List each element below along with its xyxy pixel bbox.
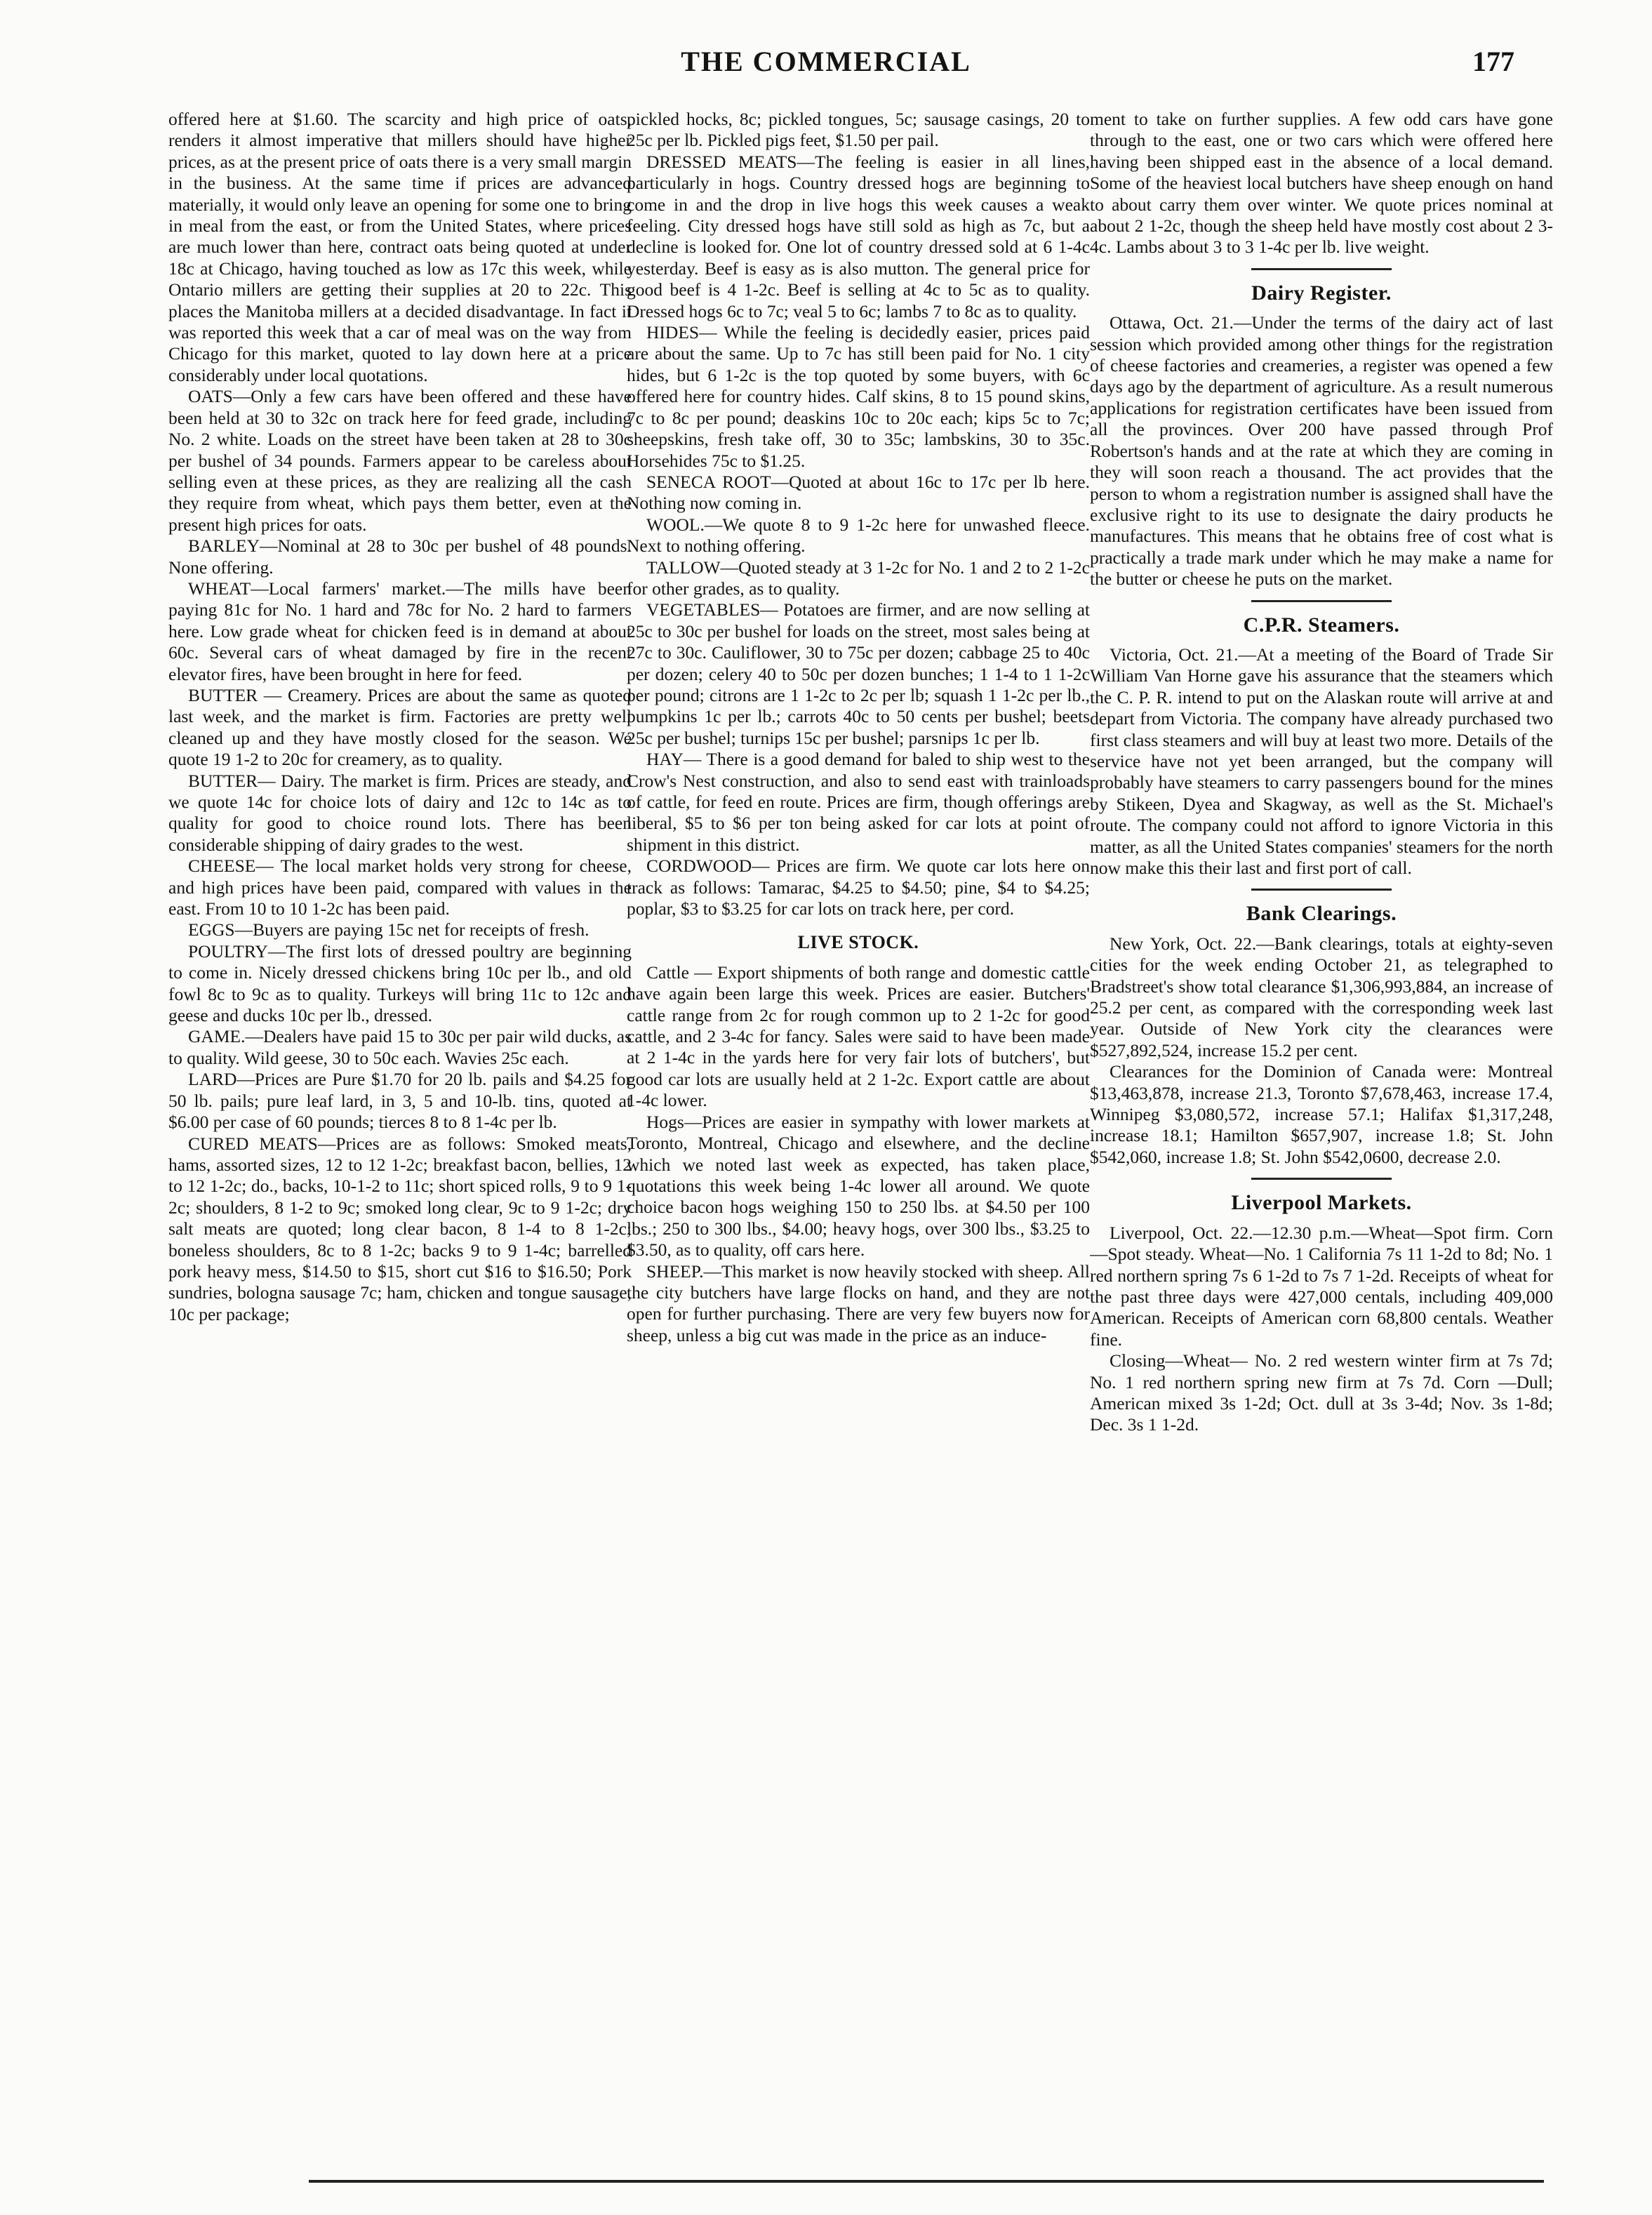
paragraph: VEGETABLES— Potatoes are firmer, and are now selling at 25c to 30c per bushel for loads on the street, most sales being at 27c to 30c. Cauliflower, 30 to 75c per dozen; cabbage 25 to 40c per dozen; celery 40 to 50c per dozen bunches; 1 1-4 to 1 1-2c per pound; citrons are 1 1-2c to 2c per lb; squash 1 1-2c per lb., pumpkins 1c per lb.; carrots 40c to 50 cents per bushel; beets 25c per bushel; turnips 15c per bushel; parsnips 1c per lb. xyxy=(627,599,1090,748)
paragraph: SHEEP.—This market is now heavily stocked with sheep. All the city butchers have large flocks on hand, and they are not open for further purchasing. There are very few buyers now for sheep, unless a big cut was made in the price as an induce- xyxy=(627,1261,1090,1345)
paragraph: Ottawa, Oct. 21.—Under the terms of the dairy act of last session which provided among other things for the registration of cheese factories and creameries, a register was opened a few days ago by the department of agriculture. As a result numerous applications for registration certificates have been issued from all the provinces. Over 200 have passed through Prof Robertson's hands and at the rate at which they are coming in they will soon reach a thousand. The act provides that the person to whom a registration number is assigned shall have the exclusive right to its use to designate the dairy products he manufactures. This means that he obtains free of cost what is practically a trade mark under which he may make a name for the butter or cheese he puts on the market. xyxy=(1090,312,1553,590)
paragraph: CURED MEATS—Prices are as follows: Smoked meats, hams, assorted sizes, 12 to 12 1-2c; breakfast bacon, bellies, 12 to 12 1-2c; do., backs, 10-1-2 to 11c; short spiced rolls, 9 to 9 1-2c; shoulders, 8 1-2 to 9c; smoked long clear, 9c to 9 1-2c; dry salt meats are quoted; long clear bacon, 8 1-4 to 8 1-2c; boneless shoulders, 8c to 8 1-2c; backs 9 to 9 1-4c; barrelled pork heavy mess, $14.50 to $15, short cut $16 to $16.50; Pork sundries, bologna sausage 7c; ham, chicken and tongue sausage, 10c per package; xyxy=(168,1133,632,1324)
column-1 xyxy=(168,109,632,2123)
paragraph: TALLOW—Quoted steady at 3 1-2c for No. 1 and 2 to 2 1-2c for other grades, as to quality. xyxy=(627,557,1090,599)
paragraph: HAY— There is a good demand for baled to ship west to the Crow's Nest construction, and also to send east with trainloads of cattle, for feed en route. Prices are firm, though offerings are liberal, $5 to $6 per ton being asked for car lots at point of shipment in this district. xyxy=(627,749,1090,855)
paragraph: Closing—Wheat— No. 2 red western winter firm at 7s 7d; No. 1 red northern spring new firm at 7s 7d. Corn —Dull; American mixed 3s 1-2d; Oct. dull at 3s 3-4d; Nov. 3s 1-8d; Dec. 3s 1 1-2d. xyxy=(1090,1350,1553,1435)
section-heading-dairy-register: Dairy Register. xyxy=(1251,281,1392,305)
column-3 xyxy=(1090,109,1553,2123)
paragraph: Cattle — Export shipments of both range and domestic cattle have again been large this week. Prices are easier. Butchers' cattle range from 2c for rough common up to 2 1-2c for good cattle, and 2 3-4c for fancy. Sales were said to have been made at 2 1-4c in the yards here for very fair lots of butchers', but good car lots are usually held at 2 1-2c. Export cattle are about 1-4c lower. xyxy=(627,962,1090,1111)
paragraph: CHEESE— The local market holds very strong for cheese, and high prices have been paid, compared with values in the east. From 10 to 10 1-2c has been paid. xyxy=(168,856,632,919)
paragraph: Liverpool, Oct. 22.—12.30 p.m.—Wheat—Spot firm. Corn—Spot steady. Wheat—No. 1 California 7s 11 1-2d to 8d; No. 1 red northern spring 7s 6 1-2d to 7s 7 1-2d. Receipts of wheat for the past three days were 427,000 centals, including 409,000 American. Receipts of American corn 68,800 centals. Weather fine. xyxy=(1090,1222,1553,1350)
paragraph: pickled hocks, 8c; pickled tongues, 5c; sausage casings, 20 to 25c per lb. Pickled pigs feet, $1.50 per pail. xyxy=(627,109,1090,151)
divider xyxy=(1251,889,1392,891)
paragraph: WOOL.—We quote 8 to 9 1-2c here for unwashed fleece. Next to nothing offering. xyxy=(627,514,1090,557)
paragraph: CORDWOOD— Prices are firm. We quote car lots here on track as follows: Tamarac, $4.25 to $4.50; pine, $4 to $4.25; poplar, $3 to $3.25 for car lots on track here, per cord. xyxy=(627,856,1090,919)
page-number: 177 xyxy=(1472,46,1514,77)
section-heading-cpr-steamers: C.P.R. Steamers. xyxy=(1243,613,1400,637)
masthead: THE COMMERCIAL xyxy=(681,46,971,77)
section-heading-live-stock: LIVE STOCK. xyxy=(797,932,919,953)
paragraph: GAME.—Dealers have paid 15 to 30c per pair wild ducks, as to quality. Wild geese, 30 to 50c each. Wavies 25c each. xyxy=(168,1026,632,1068)
paragraph: New York, Oct. 22.—Bank clearings, totals at eighty-seven cities for the week ending October 21, as telegraphed to Bradstreet's show total clearance $1,306,993,884, an increase of 25.2 per cent, as compared with the corresponding week last year. Outside of New York city the clearances were $527,892,524, increase 15.2 per cent. xyxy=(1090,933,1553,1060)
paragraph: BARLEY—Nominal at 28 to 30c per bushel of 48 pounds. None offering. xyxy=(168,536,632,578)
paragraph: offered here at $1.60. The scarcity and high price of oats, renders it almost imperative that millers should have higher prices, as at the present price of oats there is a very small margin in the business. At the same time if prices are advanced materially, it would only leave an opening for some one to bring in meal from the east, or from the United States, where prices are much lower than here, contract oats being quoted at under 18c at Chicago, having touched as low as 17c this week, while Ontario millers are getting their supplies at 20 to 22c. This places the Manitoba millers at a decided disadvantage. In fact it was reported this week that a car of meal was on the way from Chicago for this market, quoted to lay down here at a price considerably under local quotations. xyxy=(168,109,632,385)
paragraph: BUTTER— Dairy. The market is firm. Prices are steady, and we quote 14c for choice lots of dairy and 12c to 14c as to quality for good to choice round lots. There has been considerable shipping of dairy grades to the west. xyxy=(168,770,632,855)
paragraph: OATS—Only a few cars have been offered and these have been held at 30 to 32c on track here for feed grade, including No. 2 white. Loads on the street have been taken at 28 to 30c per bushel of 34 pounds. Farmers appear to be careless about selling even at these prices, as they are realizing all the cash they require from wheat, which pays them better, even at the present high prices for oats. xyxy=(168,386,632,535)
divider xyxy=(1251,1178,1392,1180)
page-header xyxy=(0,41,1652,83)
paragraph: ment to take on further supplies. A few odd cars have gone through to the east, one or two cars which were offered here having been shipped east in the absence of a local demand. Some of the heaviest local butchers have sheep enough on hand to about carry them over winter. We quote prices nominal at about 2 1-2c, though the sheep held have mostly cost about 2 3-4c. Lambs about 3 to 3 1-4c per lb. live weight. xyxy=(1090,109,1553,258)
paragraph: SENECA ROOT—Quoted at about 16c to 17c per lb here. Nothing now coming in. xyxy=(627,471,1090,514)
paragraph: Victoria, Oct. 21.—At a meeting of the Board of Trade Sir William Van Horne gave his assurance that the steamers which the C. P. R. intend to put on the Alaskan route will arrive at and depart from Victoria. The company have already purchased two first class steamers and will buy at least two more. Details of the service have not yet been arranged, but the company will probably have steamers to carry passengers bound for the mines by Stikeen, Dyea and Skagway, as well as the St. Michael's route. The company could not afford to ignore Victoria in this matter, as all the United States companies' steamers for the north now make this their last and first port of call. xyxy=(1090,644,1553,878)
section-heading-liverpool-markets: Liverpool Markets. xyxy=(1231,1191,1412,1215)
footer-rule xyxy=(309,2180,1544,2183)
divider xyxy=(1251,268,1392,270)
paragraph: HIDES— While the feeling is decidedly easier, prices paid are about the same. Up to 7c has still been paid for No. 1 city hides, but 6 1-2c is the top quoted by some buyers, with 6c offered here for country hides. Calf skins, 8 to 15 pound skins, 7c to 8c per pound; deaskins 10c to 20c each; kips 5c to 7c; sheepskins, fresh take off, 30 to 35c; lambskins, 30 to 35c. Horsehides 75c to $1.25. xyxy=(627,322,1090,471)
paragraph: POULTRY—The first lots of dressed poultry are beginning to come in. Nicely dressed chickens bring 10c per lb., and old fowl 8c to 9c as to quality. Turkeys will bring 11c to 12c and geese and ducks 10c per lb., dressed. xyxy=(168,940,632,1026)
section-heading-bank-clearings: Bank Clearings. xyxy=(1246,902,1397,926)
paragraph: BUTTER — Creamery. Prices are about the same as quoted last week, and the market is firm. Factories are pretty well cleaned up and they have mostly closed for the season. We quote 19 1-2 to 20c for creamery, as to quality. xyxy=(168,684,632,770)
column-2 xyxy=(627,109,1090,2123)
paragraph: EGGS—Buyers are paying 15c net for receipts of fresh. xyxy=(188,919,589,940)
paragraph: DRESSED MEATS—The feeling is easier in all lines, particularly in hogs. Country dressed hogs are beginning to come in and the drop in live hogs this week causes a weak feeling. City dressed hogs have still sold as high as 7c, but a decline is looked for. One lot of country dressed sold at 6 1-4c yesterday. Beef is easy as is also mutton. The general price for good beef is 4 1-2c. Beef is selling at 4c to 5c as to quality. Dressed hogs 6c to 7c; veal 5 to 6c; lambs 7 to 8c as to quality. xyxy=(627,151,1090,321)
paragraph: WHEAT—Local farmers' market.—The mills have been paying 81c for No. 1 hard and 78c for No. 2 hard to farmers here. Low grade wheat for chicken feed is in demand at about 60c. Several cars of wheat damaged by fire in the recent elevator fires, have been brought in here for feed. xyxy=(168,578,632,684)
paragraph: Clearances for the Dominion of Canada were: Montreal $13,463,878, increase 21.3, Toronto $7,678,463, increase 17.4, Winnipeg $3,080,572, increase 57.1; Halifax $1,317,248, increase 18.1; Hamilton $657,907, increase 1.8; St. John $542,060, increase 1.8; St. John $542,0600, decrease 2.0. xyxy=(1090,1061,1553,1167)
divider xyxy=(1251,600,1392,602)
paragraph: LARD—Prices are Pure $1.70 for 20 lb. pails and $4.25 for 50 lb. pails; pure leaf lard, in 3, 5 and 10-lb. tins, quoted at $6.00 per case of 60 pounds; tierces 8 to 8 1-4c per lb. xyxy=(168,1069,632,1133)
paragraph: Hogs—Prices are easier in sympathy with lower markets at Toronto, Montreal, Chicago and elsewhere, and the decline which we noted last week as expected, has taken place, quotations this week being 1-4c lower all around. We quote choice bacon hogs weighing 150 to 250 lbs. at $4.50 per 100 lbs.; 250 to 300 lbs., $4.00; heavy hogs, over 300 lbs., $3.25 to $3.50, as to quality, off cars here. xyxy=(627,1111,1090,1261)
